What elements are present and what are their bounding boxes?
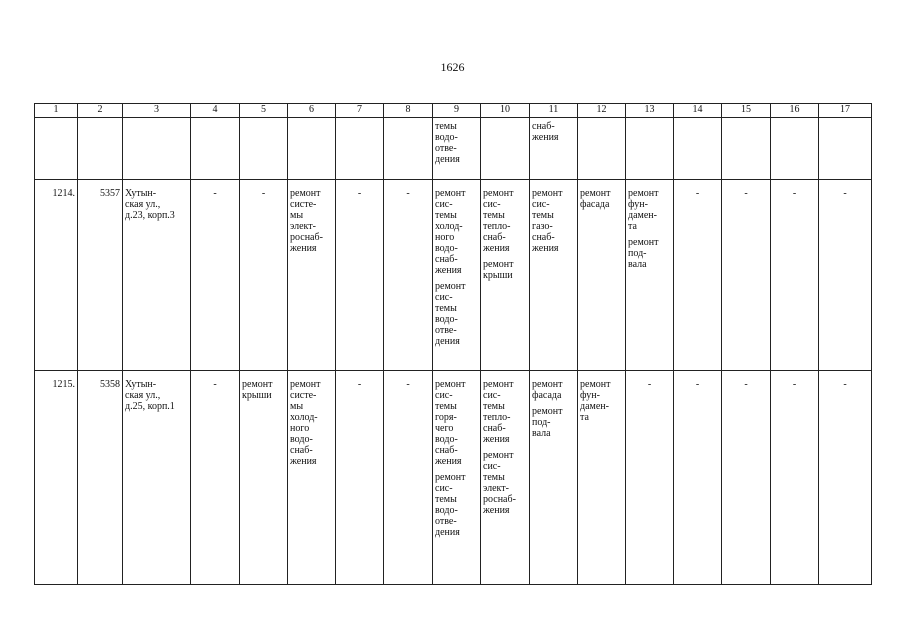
cell-text-line: снаб- [483,423,506,434]
cell-text-line: роснаб- [483,494,516,505]
table-cell-col-4 [191,180,240,371]
cell-text-line: д.25, корп.1 [125,401,175,412]
cell-text-line: 5357 [100,188,120,199]
table-cell-col-10 [481,180,530,371]
table-cell-col-17 [819,180,872,371]
table-cell-col-10 [481,118,530,180]
table-cell-col-15 [722,118,771,180]
column-header-5: 5 [240,104,288,118]
cell-text-line: ремонт [483,188,514,199]
column-header-11: 11 [530,104,578,118]
table-cell-col-2 [78,118,123,180]
table-cell-col-2 [78,180,123,371]
cell-text-line: ремонт [483,259,514,270]
table-cell-col-3 [123,180,191,371]
table-row [35,118,872,180]
table-cell-col-15 [722,371,771,585]
cell-text-line: - [357,188,362,199]
cell-text-line: вала [532,428,551,439]
cell-text-line: ремонт [628,188,659,199]
cell-text-line: - [406,188,410,199]
cell-text-line: темы [532,210,554,221]
cell-text-line: газо- [532,221,553,232]
cell-text-line: сис- [435,483,453,494]
cell-text-line: ремонт [290,379,321,390]
table-cell-col-7 [336,371,384,585]
cell-text-line: темы [435,494,457,505]
cell-text-line: элект- [290,221,316,232]
table-cell-col-12 [578,118,626,180]
cell-text-line: ремонт [483,379,514,390]
cell-text-line: ремонт [532,379,563,390]
cell-text-line: ремонт [483,450,514,461]
cell-text-line: темы [435,401,457,412]
cell-text-line: крыши [242,390,272,401]
cell-text-line: холод- [290,412,318,423]
column-header-8: 8 [384,104,433,118]
table-cell-col-8 [384,371,433,585]
cell-text-line: водо- [435,132,458,143]
cell-text-line: систе- [290,390,317,401]
column-header-16: 16 [771,104,819,118]
cell-text-line: 1214. [52,188,75,199]
cell-text-line: водо- [435,434,458,445]
cell-text-line: ремонт [290,188,321,199]
cell-text-line: ного [290,423,310,434]
cell-text-line: снаб- [532,121,555,132]
table-cell-col-2 [78,371,123,585]
table-cell-col-5 [240,180,288,371]
cell-text-line: сис- [435,199,453,210]
cell-text-line: - [792,188,797,199]
cell-text-line: отве- [435,325,457,336]
table-cell-col-8 [384,180,433,371]
cell-text-line: тепло- [483,221,511,232]
cell-text-line: снаб- [532,232,555,243]
cell-text-line: жения [483,505,510,516]
cell-text-line: мы [290,210,304,221]
cell-text-line: систе- [290,199,317,210]
cell-text-line: ного [435,232,455,243]
cell-text-line: Хутын- [125,379,157,390]
table-cell-col-4 [191,371,240,585]
table-cell-col-1 [35,371,78,585]
cell-text-line: снаб- [483,232,506,243]
table-cell-col-6 [288,371,336,585]
cell-text-line: - [357,379,362,390]
column-header-2: 2 [78,104,123,118]
cell-text-line: фасада [532,390,562,401]
column-header-14: 14 [674,104,722,118]
table-cell-col-13 [626,118,674,180]
table-cell-col-14 [674,371,722,585]
cell-text-line: элект- [483,483,509,494]
cell-text-line: - [261,188,266,199]
cell-text-line: роснаб- [290,232,323,243]
table-cell-col-5 [240,371,288,585]
cell-text-line: под- [532,417,551,428]
header-row [35,104,872,118]
cell-text-line: - [744,379,748,390]
table-cell-col-9 [433,371,481,585]
column-header-3: 3 [123,104,191,118]
table-cell-col-1 [35,118,78,180]
cell-text-line: водо- [435,243,458,254]
cell-text-line: вала [628,259,647,270]
cell-text-line: ская ул., [125,390,161,401]
cell-text-line: водо- [435,505,458,516]
cell-text-line: темы [435,303,457,314]
table-cell-col-7 [336,180,384,371]
table-cell-col-15 [722,180,771,371]
cell-text-line: ская ул., [125,199,161,210]
cell-text-line: жения [290,456,317,467]
cell-text-line: Хутын- [125,188,157,199]
column-header-13: 13 [626,104,674,118]
table-cell-col-16 [771,371,819,585]
table-cell-col-10 [481,371,530,585]
cell-text-line: сис- [532,199,550,210]
cell-text-line: - [647,379,652,390]
column-header-1: 1 [35,104,78,118]
cell-text-line: фун- [580,390,600,401]
cell-text-line: - [695,379,700,390]
cell-text-line: темы [483,401,505,412]
cell-text-line: снаб- [290,445,313,456]
column-header-6: 6 [288,104,336,118]
table-cell-col-11 [530,118,578,180]
cell-text-line: жения [532,132,559,143]
cell-text-line: темы [435,121,457,132]
cell-text-line: дения [435,154,460,165]
column-header-15: 15 [722,104,771,118]
cell-text-line: ремонт [628,237,659,248]
cell-text-line: темы [435,210,457,221]
cell-text-line: водо- [435,314,458,325]
column-header-12: 12 [578,104,626,118]
table-cell-col-5 [240,118,288,180]
cell-text-line: та [628,221,637,232]
repair-schedule-table [34,103,872,585]
cell-text-line: сис- [435,390,453,401]
cell-text-line: сис- [483,461,501,472]
cell-text-line: отве- [435,143,457,154]
cell-text-line: жения [483,243,510,254]
cell-text-line: - [792,379,797,390]
table-cell-col-3 [123,371,191,585]
cell-text-line: - [843,188,847,199]
cell-text-line: ремонт [435,188,466,199]
table-cell-col-3 [123,118,191,180]
column-header-4: 4 [191,104,240,118]
cell-text-line: жения [290,243,317,254]
cell-text-line: темы [483,210,505,221]
table-cell-col-1 [35,180,78,371]
cell-text-line: ремонт [435,472,466,483]
cell-text-line: ремонт [435,379,466,390]
table-row [35,180,872,371]
cell-text-line: снаб- [435,254,458,265]
cell-text-line: ремонт [435,281,466,292]
column-header-7: 7 [336,104,384,118]
cell-text-line: сис- [483,199,501,210]
cell-text-line: жения [532,243,559,254]
cell-text-line: сис- [483,390,501,401]
table-cell-col-13 [626,180,674,371]
table-cell-col-14 [674,180,722,371]
cell-text-line: - [406,379,410,390]
table-cell-col-12 [578,180,626,371]
cell-text-line: тепло- [483,412,511,423]
table-cell-col-12 [578,371,626,585]
cell-text-line: сис- [435,292,453,303]
cell-text-line: 5358 [100,379,120,390]
table-cell-col-4 [191,118,240,180]
table-cell-col-17 [819,371,872,585]
cell-text-line: дения [435,336,460,347]
column-header-9: 9 [433,104,481,118]
table-cell-col-17 [819,118,872,180]
cell-text-line: дамен- [580,401,609,412]
cell-text-line: холод- [435,221,463,232]
cell-text-line: отве- [435,516,457,527]
cell-text-line: - [843,379,847,390]
cell-text-line: мы [290,401,304,412]
table-cell-col-9 [433,180,481,371]
cell-text-line: под- [628,248,647,259]
page-number: 1626 [440,60,465,74]
cell-text-line: жения [483,434,510,445]
column-header-17: 17 [819,104,872,118]
table-cell-col-16 [771,180,819,371]
cell-text-line: дения [435,527,460,538]
table-cell-col-6 [288,118,336,180]
cell-text-line: дамен- [628,210,657,221]
table-cell-col-9 [433,118,481,180]
cell-text-line: ремонт [242,379,273,390]
cell-text-line: жения [435,456,462,467]
cell-text-line: жения [435,265,462,276]
cell-text-line: ремонт [532,406,563,417]
table-cell-col-11 [530,371,578,585]
table-cell-col-6 [288,180,336,371]
cell-text-line: 1215. [52,379,75,390]
cell-text-line: - [695,188,700,199]
table-cell-col-13 [626,371,674,585]
cell-text-line: крыши [483,270,513,281]
cell-text-line: ремонт [532,188,563,199]
cell-text-line: д.23, корп.3 [125,210,175,221]
cell-text-line: фун- [628,199,648,210]
cell-text-line: фасада [580,199,610,210]
cell-text-line: водо- [290,434,313,445]
cell-text-line: ремонт [580,188,611,199]
cell-text-line: чего [435,423,454,434]
table-cell-col-8 [384,118,433,180]
cell-text-line: - [213,379,217,390]
table-row [35,371,872,585]
cell-text-line: снаб- [435,445,458,456]
cell-text-line: - [213,188,217,199]
cell-text-line: - [744,188,748,199]
cell-text-line: темы [483,472,505,483]
cell-text-line: горя- [435,412,457,423]
column-header-10: 10 [481,104,530,118]
table-cell-col-16 [771,118,819,180]
table-cell-col-7 [336,118,384,180]
table-cell-col-11 [530,180,578,371]
cell-text-line: ремонт [580,379,611,390]
cell-text-line: та [580,412,589,423]
table-cell-col-14 [674,118,722,180]
